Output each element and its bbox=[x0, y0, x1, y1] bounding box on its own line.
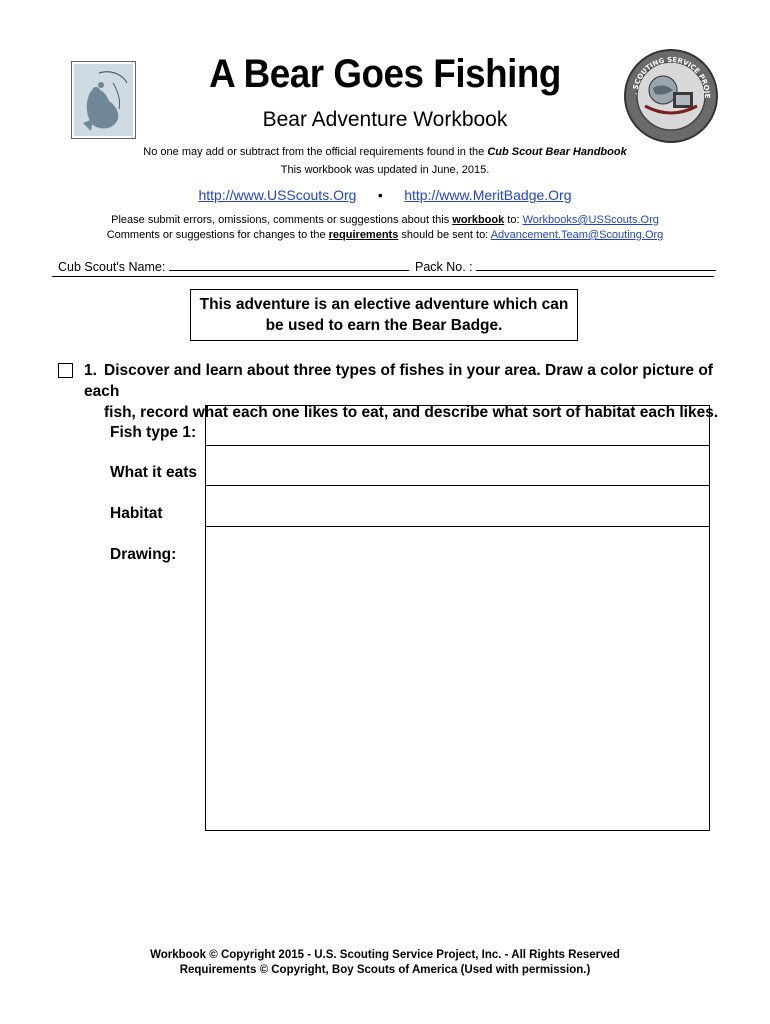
updated-line: This workbook was updated in June, 2015. bbox=[280, 164, 490, 176]
fish-type-input[interactable] bbox=[205, 405, 710, 446]
scout-name-input[interactable] bbox=[169, 258, 409, 271]
advancement-email-link[interactable]: Advancement.Team@Scouting.Org bbox=[490, 229, 664, 241]
footer-copyright: Workbook © Copyright 2015 - U.S. Scouting Service Project, Inc. - All Rights Reserved Requirements © Copyright, Boy Scouts of America (Used with permission.) bbox=[150, 949, 620, 976]
submit-line: Please submit errors, omissions, comments or suggestions about this workbook to: Workbooks@USScouts.Org bbox=[111, 214, 659, 226]
notice-line: No one may add or subtract from the official requirements found in the Cub Scout Bear Handbook bbox=[143, 146, 627, 158]
pack-number-label: Pack No. : bbox=[415, 260, 473, 274]
drawing-area[interactable] bbox=[205, 526, 710, 831]
what-it-eats-input[interactable] bbox=[205, 445, 710, 486]
workbooks-email-link[interactable]: Workbooks@USScouts.Org bbox=[522, 214, 659, 226]
pack-number-input[interactable] bbox=[476, 258, 716, 271]
scout-name-label: Cub Scout's Name: bbox=[58, 260, 166, 274]
meritbadge-link[interactable]: http://www.MeritBadge.Org bbox=[404, 187, 572, 203]
header-divider bbox=[52, 276, 714, 277]
page-title: A Bear Goes Fishing bbox=[209, 52, 561, 96]
drawing-label: Drawing: bbox=[110, 546, 177, 563]
svg-text:U.S. SCOUTING SERVICE PROJECT: . SCOUTING SERVICE PROJE bbox=[631, 55, 712, 99]
habitat-label: Habitat bbox=[110, 505, 163, 522]
habitat-input[interactable] bbox=[205, 485, 710, 527]
what-it-eats-label: What it eats bbox=[110, 464, 197, 481]
page-subtitle: Bear Adventure Workbook bbox=[262, 108, 508, 131]
elective-notice-box: This adventure is an elective adventure which can be used to earn the Bear Badge. bbox=[190, 289, 578, 341]
bullet-separator: • bbox=[377, 187, 383, 203]
pack-number-field bbox=[415, 258, 716, 274]
changes-line: Comments or suggestions for changes to the requirements should be sent to: Advancement.Team@Scouting.Org bbox=[106, 229, 664, 241]
links-row bbox=[0, 187, 770, 203]
requirement-1-checkbox[interactable] bbox=[58, 363, 73, 378]
requirement-1-text: 1. Discover and learn about three types of fishes in your area. Draw a color picture of each fish, record what each one likes to eat, and describe what sort of habitat each likes. bbox=[84, 362, 719, 421]
fish-type-label: Fish type 1: bbox=[110, 424, 197, 441]
bear-fish-icon bbox=[71, 61, 136, 139]
usscouts-link[interactable]: http://www.USScouts.Org bbox=[198, 187, 357, 203]
scout-name-field bbox=[58, 258, 409, 274]
